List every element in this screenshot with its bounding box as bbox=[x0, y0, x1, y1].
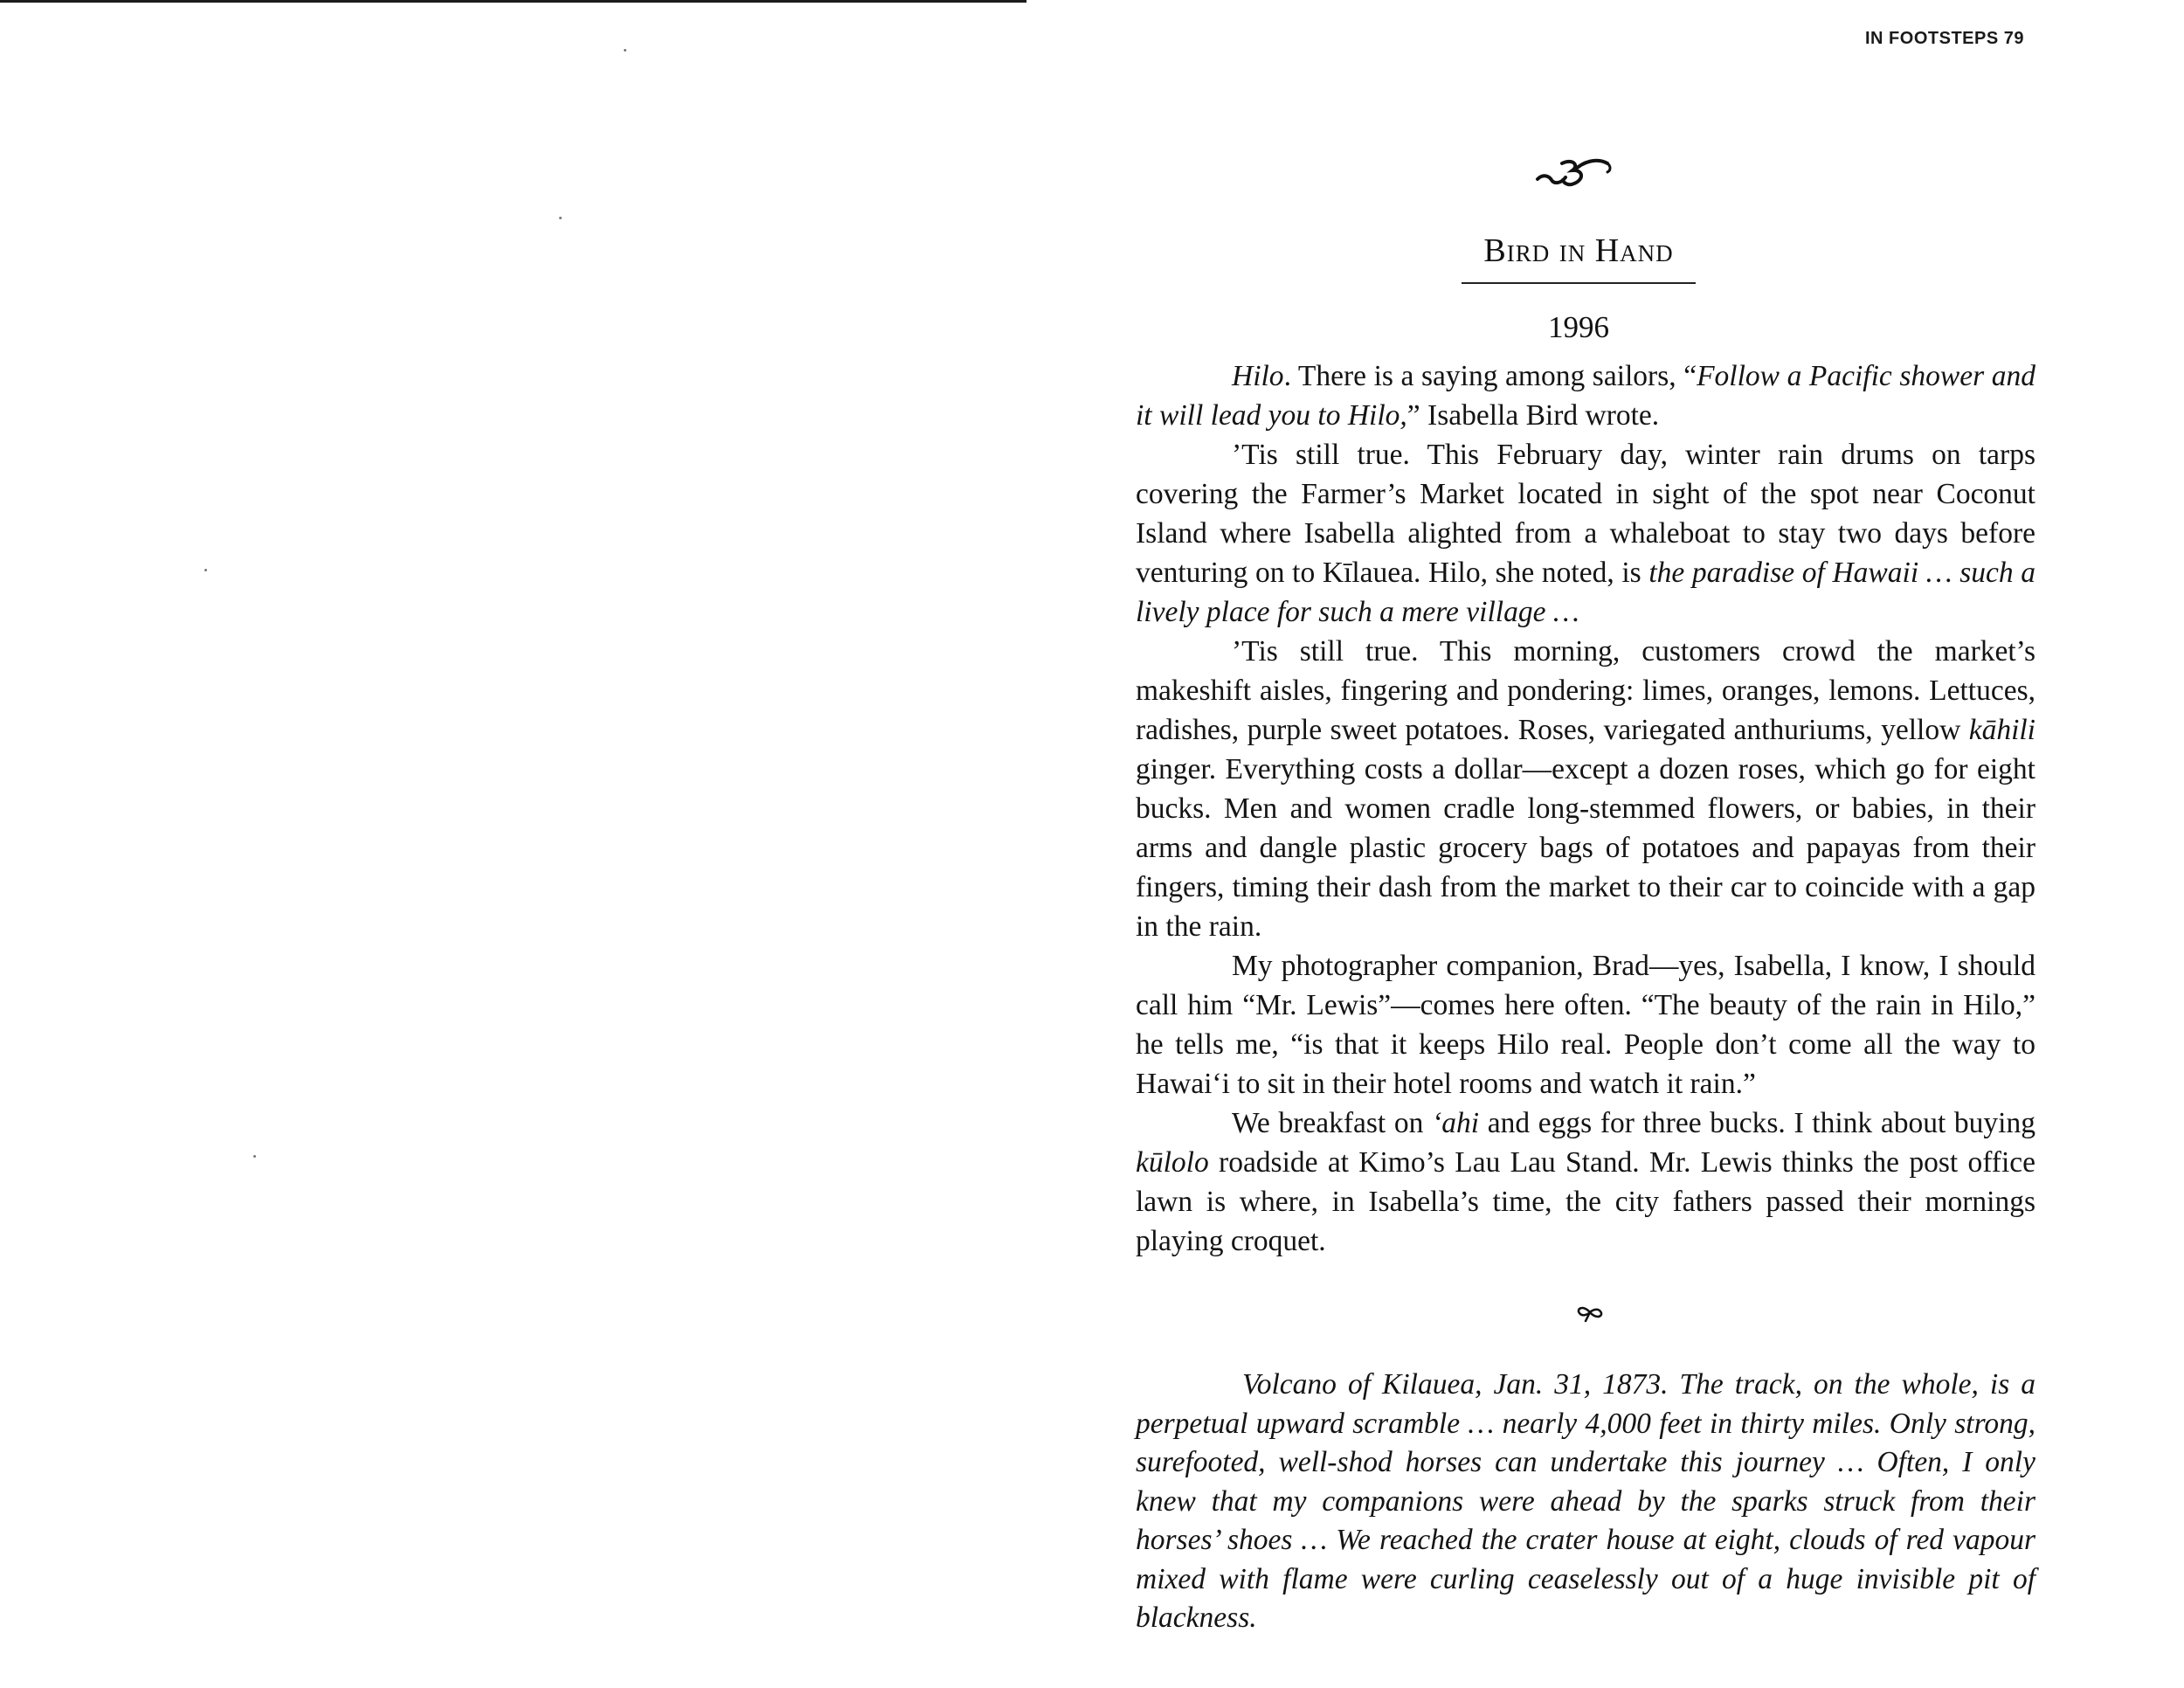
text-run: and eggs for three bucks. I think about buying bbox=[1479, 1107, 2035, 1139]
body-paragraph bbox=[1136, 356, 2035, 435]
journal-quote bbox=[1136, 1366, 2035, 1638]
body-paragraph bbox=[1136, 946, 2035, 1103]
paper-speck bbox=[559, 217, 562, 219]
title-underline bbox=[1462, 282, 1696, 284]
paper-speck bbox=[204, 569, 207, 571]
text-run: ginger. Everything costs a dollar—except a dozen roses, which go for eight bucks. Men and women cradle long-stemmed flowers, or babies, in their arms and dangle plastic grocery bags of potatoes and papayas from their fingers, timing their dash from the market to their car to coincide with a gap in the rain. bbox=[1136, 753, 2035, 943]
chapter-title: Bird in Hand bbox=[1483, 232, 1674, 269]
italic-run: Hilo bbox=[1232, 360, 1284, 392]
text-run: We breakfast on bbox=[1232, 1107, 1433, 1139]
text-run: . There is a saying among sailors, “ bbox=[1283, 360, 1697, 392]
italic-run: kūlolo bbox=[1136, 1146, 1209, 1179]
top-edge-rule bbox=[0, 0, 1026, 3]
text-run: ” Isabella Bird wrote. bbox=[1406, 399, 1660, 432]
paper-speck bbox=[253, 1155, 256, 1158]
text-run: ’Tis still true. This morning, customers crowd the market’s makeshift aisles, fingering and pondering: limes, oranges, lemons. Lettuces, radishes, purple sweet potatoes. Roses, variegated anthuriums, yellow bbox=[1136, 635, 2035, 746]
chapter-year: 1996 bbox=[1548, 310, 1609, 344]
italic-run: the paradise of Hawaii … such a lively place for such a mere village … bbox=[1136, 557, 2035, 628]
swash-ornament-icon bbox=[1532, 153, 1615, 197]
italic-run: Follow a Pacific shower and it will lead you to Hilo, bbox=[1136, 360, 2035, 432]
italic-run: ‘ahi bbox=[1432, 1107, 1480, 1139]
left-page-blank bbox=[0, 0, 1026, 1688]
body-paragraph bbox=[1136, 1103, 2035, 1261]
running-head: IN FOOTSTEPS 79 bbox=[1865, 29, 2024, 48]
journal-quote-text: Volcano of Kilauea, Jan. 31, 1873. The track, on the whole, is a perpetual upward scramble … nearly 4,000 feet in thirty miles. Only strong, surefooted, well-shod horses can undertake this journey … Often, I only knew that my companions were ahead by the sparks struck from their horses’ shoes … We reached the crater house at eight, clouds of red vapour mixed with flame were curling ceaselessly out of a huge invisible pit of blackness. bbox=[1136, 1368, 2035, 1634]
text-run: ’Tis still true. This February day, winter rain drums on tarps covering the Farmer’s Market located in sight of the spot near Coconut Island where Isabella alighted from a whaleboat to stay two days before venturing on to Kīlauea. Hilo, she noted, is bbox=[1136, 439, 2035, 589]
fleuron-icon bbox=[1572, 1300, 1607, 1329]
italic-run: kāhili bbox=[1968, 714, 2035, 746]
text-run: My photographer companion, Brad—yes, Isabella, I know, I should call him “Mr. Lewis”—comes here often. “The beauty of the rain in Hilo,” he tells me, “is that it keeps Hilo real. People don’t come all the way to Hawai‘i to sit in their hotel rooms and watch it rain.” bbox=[1136, 950, 2035, 1100]
paper-speck bbox=[624, 49, 626, 52]
text-run: roadside at Kimo’s Lau Lau Stand. Mr. Lewis thinks the post office lawn is where, in Isabella’s time, the city fathers passed their mornings playing croquet. bbox=[1136, 1146, 2035, 1257]
body-paragraph bbox=[1136, 632, 2035, 946]
body-paragraph bbox=[1136, 435, 2035, 632]
body-text bbox=[1136, 356, 2035, 1261]
